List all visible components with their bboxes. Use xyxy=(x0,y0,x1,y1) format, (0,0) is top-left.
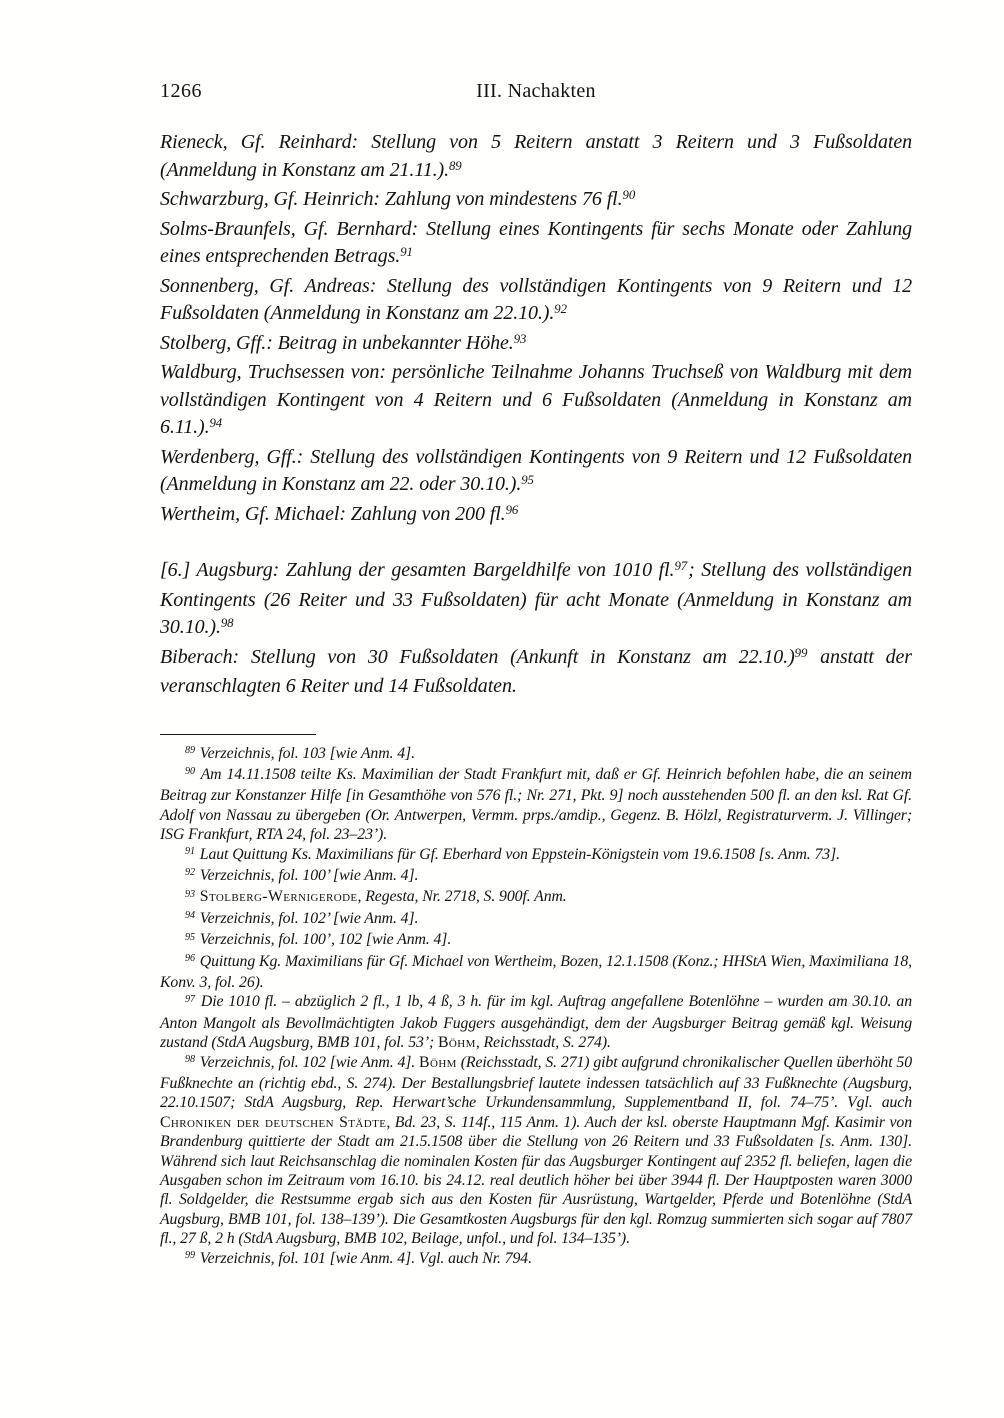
text-run: [6.] Augsburg: Zahlung der gesamten Bargeldhilfe von 1010 fl. xyxy=(160,559,675,581)
smallcaps-citation: Böhm xyxy=(419,1053,457,1071)
running-title: III. Nachakten xyxy=(476,80,596,102)
footnote-number: 97 xyxy=(674,559,688,574)
text-run: Stolberg, Gff.: Beitrag in unbekannter Höhe. xyxy=(160,331,514,354)
text-run: Die 1010 fl. – abzüglich 2 fl., 1 lb, 4 ß, 3 h. für im kgl. Auftrag angefallene Botenlöhne – wurden am 30.10. an Anton Mangolt als Bevollmächtigten Jakob Fuggers ausgehändigt, dem der Augsburger Beitrag gemäß kgl. Weisung zustand (StdA Augsburg, BMB 101, fol. 53’; xyxy=(160,993,912,1052)
text-run: (Reichsstadt, S. 271) gibt aufgrund chronikalischer Quellen überhöht 50 Fußknechte an (richtig ebd., S. 274). Der Bestallungsbrief lautete indessen tatsächlich auf 33 Fußknechte (Augsburg, 22.10.1507; StdA Augsburg, Rep. Herwart’sche Urkundensammlung, Supplementband II, fol. 74–75’. Vgl. auch xyxy=(160,1053,912,1112)
footnote-number: 95 xyxy=(185,931,195,943)
footnote-number: 92 xyxy=(185,867,195,879)
text-run: Werdenberg, Gff.: Stellung des vollständigen Kontingents von 9 Reitern und 12 Fußsoldaten (Anmeldung in Konstanz am 22. oder 30.10.). xyxy=(160,445,912,495)
text-run: Rieneck, Gf. Reinhard: Stellung von 5 Reitern anstatt 3 Reitern und 3 Fußsoldaten (Anmeldung in Konstanz am 21.11.). xyxy=(160,131,912,181)
entry-paragraph xyxy=(160,129,912,186)
footnote-paragraph xyxy=(160,952,912,993)
text-run: Schwarzburg, Gf. Heinrich: Zahlung von mindestens 76 fl. xyxy=(160,188,623,210)
page-header xyxy=(160,80,912,108)
smallcaps-citation: Stolberg-Wernigerode xyxy=(199,888,358,906)
footnote-number: 94 xyxy=(209,416,223,431)
text-run: Am 14.11.1508 teilte Ks. Maximilian der Stadt Frankfurt mit, daß er Gf. Heinrich befohlen habe, die an seinem Beitrag zur Konstanzer Hilfe [in Gesamthöhe von 576 fl.; Nr. 271, Pkt. 9] noch ausstehenden 500 fl. an den ksl. Rat Gf. Adolf von Nassau zu übergeben (Or. Antwerpen, Vermm. prps./amdip., Gegenz. B. Hölzl, Registraturverm. J. Villinger; ISG Frankfurt, RTA 24, fol. 23–23’). xyxy=(160,765,912,844)
footnotes-block xyxy=(160,744,912,1271)
counts-entries-block xyxy=(160,129,912,530)
footnote-paragraph xyxy=(160,765,912,845)
text-run: Sonnenberg, Gf. Andreas: Stellung des vollständigen Kontingents von 9 Reitern und 12 Fußsoldaten (Anmeldung in Konstanz am 22.10.). xyxy=(160,274,912,324)
text-run: Verzeichnis, fol. 103 [wie Anm. 4]. xyxy=(195,744,415,762)
footnote-number: 90 xyxy=(185,766,195,778)
footnote-number: 99 xyxy=(185,1250,195,1262)
text-run: Verzeichnis, fol. 100’, 102 [wie Anm. 4]. xyxy=(195,931,452,949)
footnote-number: 91 xyxy=(400,245,413,260)
footnote-paragraph xyxy=(160,1053,912,1249)
footnote-paragraph xyxy=(160,930,912,951)
text-run: anstatt der veranschlagten 6 Reiter und 14 Fußsoldaten. xyxy=(160,645,912,697)
footnote-paragraph xyxy=(160,845,912,866)
text-run: Wertheim, Gf. Michael: Zahlung von 200 fl. xyxy=(160,502,506,525)
footnote-number: 89 xyxy=(449,158,462,173)
footnote-paragraph xyxy=(160,887,912,908)
footnote-paragraph xyxy=(160,744,912,765)
entry-paragraph xyxy=(160,501,912,531)
footnote-number: 99 xyxy=(794,645,808,660)
main-text xyxy=(160,129,912,701)
entry-paragraph xyxy=(160,557,912,644)
footnote-paragraph xyxy=(160,992,912,1052)
text-run: , Reichsstadt, S. 274). xyxy=(475,1034,611,1052)
footnote-paragraph xyxy=(160,1249,912,1270)
footnote-number: 95 xyxy=(521,473,534,488)
text-run: Quittung Kg. Maximilians für Gf. Michael von Wertheim, Bozen, 12.1.1508 (Konz.; HHStA Wien, Maximiliana 18, Konv. 3, fol. 26). xyxy=(160,952,912,991)
text-run: Verzeichnis, fol. 100’ [wie Anm. 4]. xyxy=(195,866,419,884)
entry-paragraph xyxy=(160,216,912,273)
footnote-number: 96 xyxy=(505,502,519,517)
entry-paragraph xyxy=(160,330,912,360)
cities-entries-block xyxy=(160,557,912,701)
footnote-number: 92 xyxy=(554,302,567,317)
smallcaps-citation: Chroniken der deutschen Städte xyxy=(160,1113,387,1131)
footnote-number: 90 xyxy=(622,188,636,203)
footnote-number: 93 xyxy=(513,331,527,346)
footnote-number: 89 xyxy=(185,744,195,756)
text-run: Verzeichnis, fol. 102’ [wie Anm. 4]. xyxy=(195,909,419,927)
footnote-paragraph xyxy=(160,866,912,887)
footnote-number: 94 xyxy=(185,910,195,922)
text-run: , Bd. 23, S. 114f., 115 Anm. 1). Auch der ksl. oberste Hauptmann Mgf. Kasimir von Brandenburg quittierte der Stadt am 21.5.1508 über die Stellung von 26 Reitern und 33 Fußsoldaten [s. Anm. 130]. Während sich laut Reichsanschlag die nominalen Kosten für das Augsburger Kontingent auf 2352 fl. beliefen, lagen die Ausgaben schon im Zeitraum vom 16.10. bis 24.12. real deutlich höher bei über 3944 fl. Der Hauptposten waren 3000 fl. Soldgelder, die Restsumme ergab sich aus den Kosten für Ausrüstung, Wartgelder, Pferde und Botenlöhne (StdA Augsburg, BMB 101, fol. 138–139’). Die Gesamtkosten Augsburgs für den kgl. Romzug summierten sich sogar auf 7807 fl., 27 ß, 2 h (StdA Augsburg, BMB 102, Beilage, unfol., und fol. 134–135’). xyxy=(160,1113,912,1248)
text-run: ; Stellung des vollständigen Kontingents (26 Reiter und 33 Fußsoldaten) für acht Monate (Anmeldung in Konstanz am 30.10.). xyxy=(160,559,912,638)
text-run: Biberach: Stellung von 30 Fußsoldaten (Ankunft in Konstanz am 22.10.) xyxy=(160,645,795,668)
footnote-number: 97 xyxy=(185,993,195,1005)
entry-paragraph xyxy=(160,444,912,501)
text-run: Verzeichnis, fol. 101 [wie Anm. 4]. Vgl. auch Nr. 794. xyxy=(195,1249,532,1267)
entry-paragraph xyxy=(160,273,912,330)
text-run: Waldburg, Truchsessen von: persönliche Teilnahme Johanns Truchseß von Waldburg mit dem vollständigen Kontingent von 4 Reitern und 6 Fußsoldaten (Anmeldung in Konstanz am 6.11.). xyxy=(160,361,912,438)
text-run: Laut Quittung Ks. Maximilians für Gf. Eberhard von Eppstein-Königstein vom 19.6.1508 [s. Anm. 73]. xyxy=(195,845,840,863)
footnote-number: 98 xyxy=(220,616,234,631)
text-run: , Regesta, Nr. 2718, S. 900f. Anm. xyxy=(357,888,567,906)
smallcaps-citation: Böhm xyxy=(438,1034,476,1052)
text-run: Verzeichnis, fol. 102 [wie Anm. 4]. xyxy=(195,1053,420,1071)
entry-paragraph xyxy=(160,359,912,444)
page-number: 1266 xyxy=(160,80,202,102)
entry-paragraph xyxy=(160,644,912,701)
entry-paragraph xyxy=(160,186,912,216)
footnote-number: 98 xyxy=(185,1054,195,1066)
footnote-separator-rule xyxy=(160,734,316,735)
text-run: Solms-Braunfels, Gf. Bernhard: Stellung eines Kontingents für sechs Monate oder Zahlung eines entsprechenden Betrags. xyxy=(160,217,912,267)
footnote-number: 96 xyxy=(185,953,195,965)
footnote-number: 93 xyxy=(185,888,195,900)
footnote-paragraph xyxy=(160,909,912,930)
footnote-number: 91 xyxy=(185,845,195,857)
